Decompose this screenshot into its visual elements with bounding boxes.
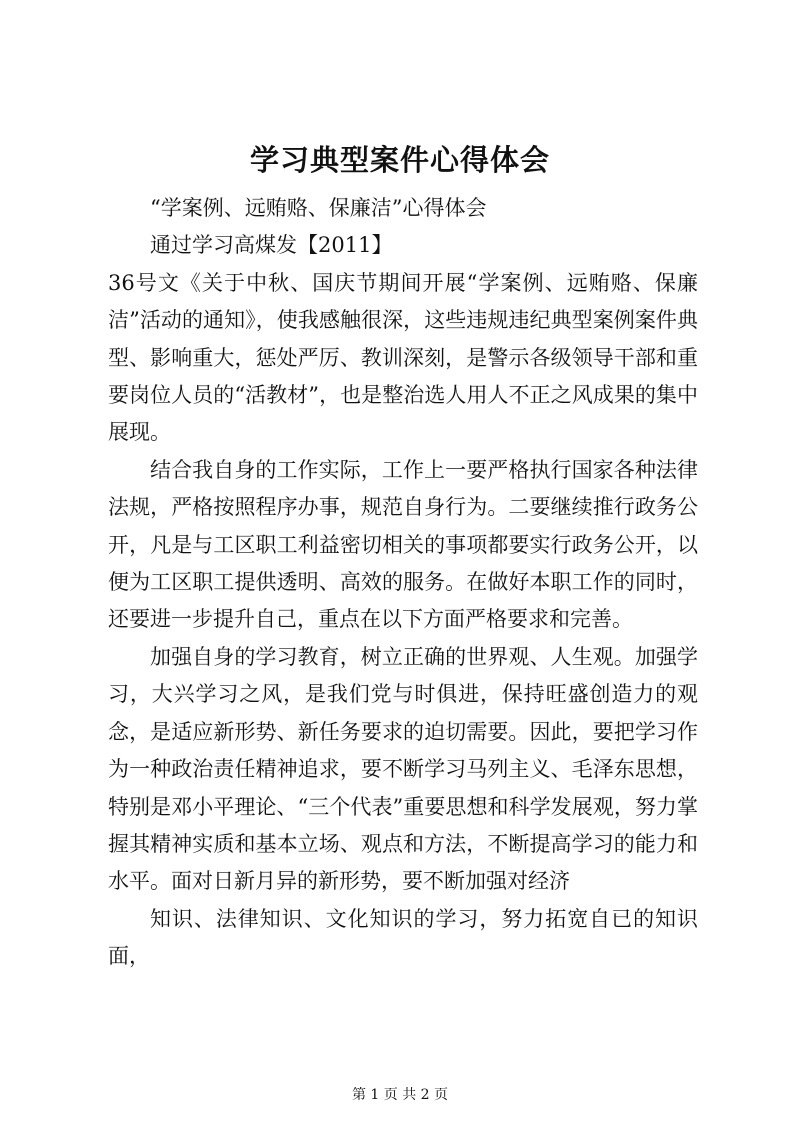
body-paragraph: 加强自身的学习教育，树立正确的世界观、人生观。加强学习，大兴学习之风，是我们党与时俱进，保持旺盛创造力的观念，是适应新形势、新任务要求的迫切需要。因此，要把学习作为一种政治责任精神追求，要不断学习马列主义、毛泽东思想，特别是邓小平理论、“三个代表”重要思想和科学发展观，努力掌握其精神实质和基本立场、观点和方法，不断提高学习的能力和水平。面对日新月异的新形势，要不断加强对经济 bbox=[108, 644, 698, 894]
subtitle-paragraph: “学案例、远贿赂、保廉洁”心得体会 bbox=[150, 196, 487, 220]
document-title: 学习典型案件心得体会 bbox=[249, 143, 550, 177]
body-paragraph: 通过学习高煤发【2011】 bbox=[150, 233, 393, 258]
body-paragraph: 知识、法律知识、文化知识的学习，努力拓宽自已的知识面， bbox=[108, 906, 698, 969]
page-number-footer: 第 1 页 共 2 页 bbox=[351, 1087, 449, 1103]
body-paragraph: 36号文《关于中秋、国庆节期间开展“学案例、远贿赂、保廉洁”活动的通知》，使我感触很深，这些违规违纪典型案例案件典型、影响重大，惩处严厉、教训深刻，是警示各级领导干部和重要岗位人员的“活教材”，也是整治选人用人不正之风成果的集中展现。 bbox=[108, 270, 698, 445]
body-paragraph: 结合我自身的工作实际，工作上一要严格执行国家各种法律法规，严格按照程序办事，规范自身行为。二要继续推行政务公开，凡是与工区职工利益密切相关的事项都要实行政务公开，以便为工区职工提供透明、高效的服务。在做好本职工作的同时，还要进一步提升自己，重点在以下方面严格要求和完善。 bbox=[108, 457, 698, 632]
document-body bbox=[108, 190, 698, 976]
